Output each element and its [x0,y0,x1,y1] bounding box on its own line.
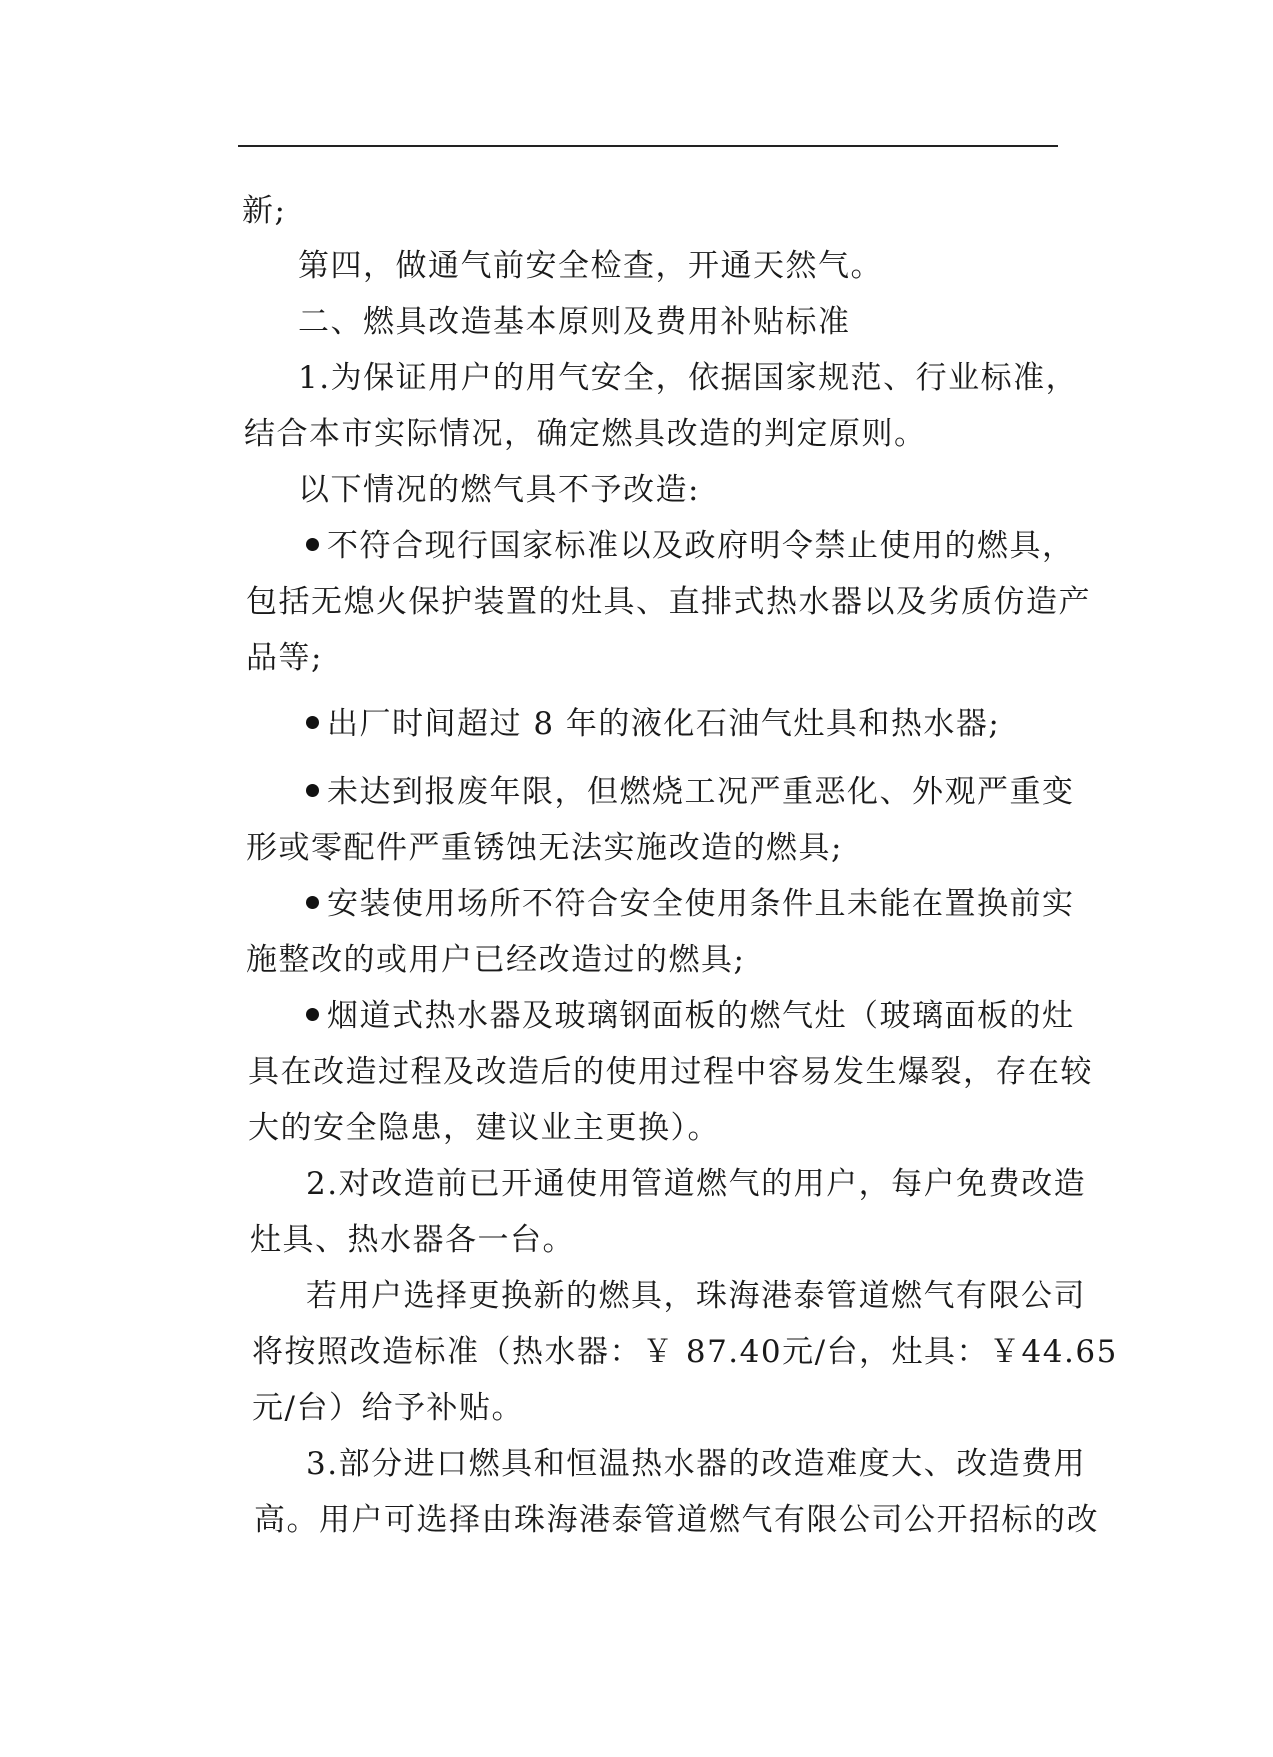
text-line-2: 第四，做通气前安全检查，开通天然气。 [298,248,883,284]
text-line-5: 结合本市实际情况，确定燃具改造的判定原则。 [244,416,927,452]
bullet-icon [306,896,319,909]
bullet-icon [306,538,319,551]
text-line-24: 高。用户可选择由珠海港泰管道燃气有限公司公开招标的改 [254,1502,1099,1538]
text-line-14: 施整改的或用户已经改造过的燃具; [246,942,746,978]
bullet-item-3 [306,772,1075,812]
bullet-icon [306,784,319,797]
text-line-17: 大的安全隐患，建议业主更换）。 [248,1110,720,1146]
text-line-1: 新; [242,193,287,229]
bullet-item-4-text: 安装使用场所不符合安全使用条件且未能在置换前实 [327,886,1075,922]
text-line-18: 2.对改造前已开通使用管道燃气的用户，每户免费改造 [306,1166,1087,1202]
text-line-4: 1.为保证用户的用气安全，依据国家规范、行业标准， [298,360,1079,396]
bullet-item-2-text: 出厂时间超过 8 年的液化石油气灶具和热水器; [327,706,1001,742]
bullet-item-1-text: 不符合现行国家标准以及政府明令禁止使用的燃具， [327,528,1075,564]
section-heading: 二、燃具改造基本原则及费用补贴标准 [298,304,851,340]
bullet-item-4 [306,884,1075,924]
text-line-6: 以下情况的燃气具不予改造: [298,472,700,508]
text-line-16: 具在改造过程及改造后的使用过程中容易发生爆裂，存在较 [248,1054,1093,1090]
text-line-12: 形或零配件严重锈蚀无法实施改造的燃具; [246,830,843,866]
bullet-item-3-text: 未达到报废年限，但燃烧工况严重恶化、外观严重变 [327,774,1075,810]
bullet-icon [306,1008,319,1021]
bullet-item-1 [306,526,1075,566]
bullet-item-5-text: 烟道式热水器及玻璃钢面板的燃气灶（玻璃面板的灶 [327,998,1075,1034]
bullet-item-2 [306,704,1000,744]
header-rule [238,145,1058,147]
text-line-20: 若用户选择更换新的燃具，珠海港泰管道燃气有限公司 [306,1278,1086,1314]
bullet-icon [306,716,319,729]
text-line-9: 品等; [246,640,323,676]
text-line-8: 包括无熄火保护装置的灶具、直排式热水器以及劣质仿造产 [246,584,1091,620]
text-line-19: 灶具、热水器各一台。 [250,1222,575,1258]
text-line-21: 将按照改造标准（热水器：￥ 87.40元/台，灶具：￥44.65 [252,1334,1118,1370]
bullet-item-5 [306,996,1075,1036]
text-line-22: 元/台）给予补贴。 [252,1390,524,1426]
text-line-23: 3.部分进口燃具和恒温热水器的改造难度大、改造费用 [306,1446,1087,1482]
